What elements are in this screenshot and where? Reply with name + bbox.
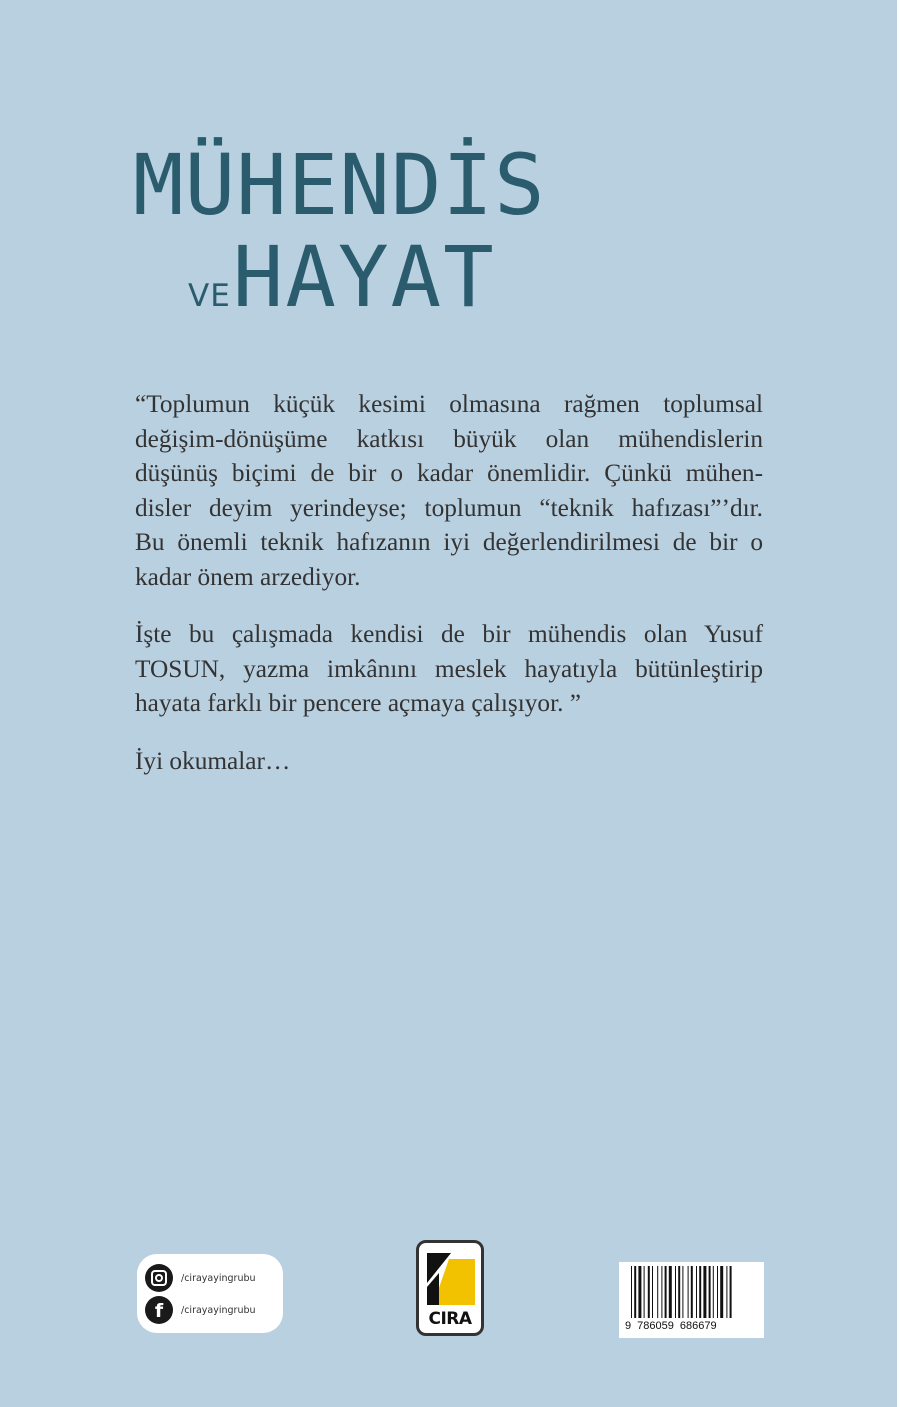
blurb-line: disler deyim yerindeyse; toplumun “teknik hafızası”’dır. <box>135 493 763 522</box>
facebook-row[interactable] <box>145 1295 256 1325</box>
blurb-line: İşte bu çalışmada kendisi de bir mühendis olan Yusuf <box>135 620 763 648</box>
isbn-barcode <box>619 1262 764 1338</box>
blurb-line: Bu önemli teknik hafızanın iyi değerlendirilmesi de bir o <box>135 528 763 556</box>
blurb-paragraph-1 <box>135 387 763 594</box>
blurb-line: “Toplumun küçük kesimi olmasına rağmen toplumsal <box>135 390 763 418</box>
blurb-line: düşünüş biçimi de bir o kadar önemlidir. Çünkü mühen- <box>135 459 763 487</box>
instagram-icon <box>145 1264 173 1292</box>
facebook-icon: f <box>145 1296 173 1324</box>
isbn-digits: 9 786059 686679 <box>625 1320 717 1332</box>
publisher-name: CIRA <box>428 1309 472 1329</box>
publisher-logo <box>416 1240 484 1336</box>
blurb-line: değişim-dönüşüme katkısı büyük olan mühendislerin <box>135 424 763 453</box>
facebook-handle: /cirayayingrubu <box>181 1304 256 1316</box>
barcode-bars <box>619 1262 764 1322</box>
title-muhendis: MÜHENDİS <box>133 136 546 234</box>
social-media-badge <box>137 1254 283 1333</box>
title-second-line <box>188 228 496 326</box>
title-ve: VE <box>188 278 231 314</box>
title-hayat: HAYAT <box>232 228 496 326</box>
blurb-paragraph-2 <box>135 617 763 721</box>
blurb-line: kadar önem arzediyor. <box>135 562 361 591</box>
instagram-row[interactable] <box>145 1263 256 1293</box>
blurb-line: hayata farklı bir pencere açmaya çalışıyor. ” <box>135 689 581 717</box>
instagram-handle: /cirayayingrubu <box>181 1272 256 1284</box>
blurb-line: TOSUN, yazma imkânını meslek hayatıyla bütünleştirip <box>135 654 763 683</box>
blurb-closing: İyi okumalar… <box>135 746 291 775</box>
back-cover-blurb <box>135 387 763 778</box>
